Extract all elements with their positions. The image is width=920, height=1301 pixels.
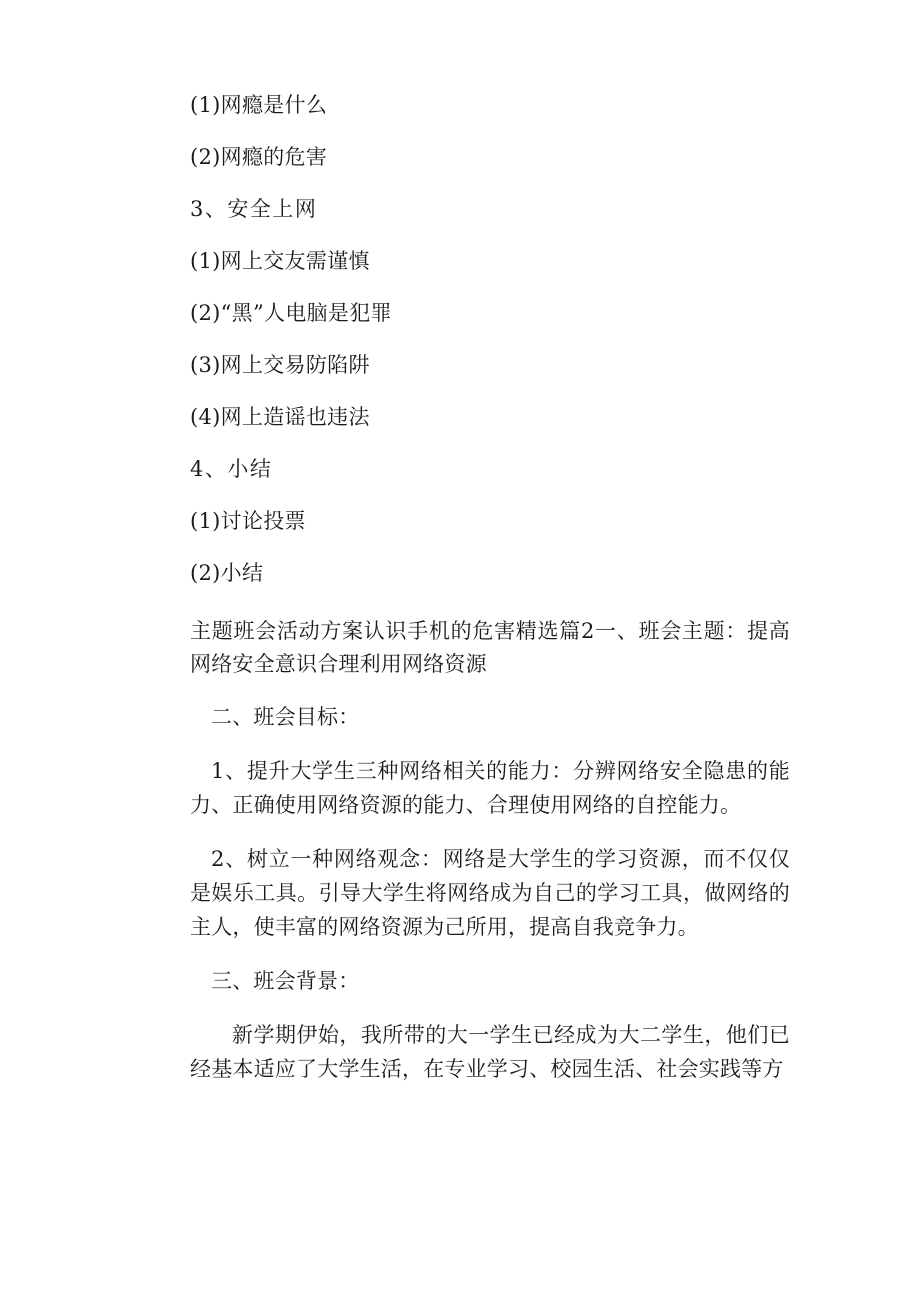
list-item: (1)网瘾是什么 <box>190 93 328 117</box>
list-item: (2)网瘾的危害 <box>190 145 328 169</box>
list-item: (2)小结 <box>190 561 264 585</box>
paragraph: 三、班会背景： <box>211 969 360 994</box>
paragraph-title: 主题班会活动方案认识手机的危害精选篇2一、班会主题：提高网络安全意识合理利用网络资源 <box>190 619 790 676</box>
section-heading: 3、安全上网 <box>190 197 318 221</box>
list-item: (1)网上交友需谨慎 <box>190 249 370 273</box>
list-item: (1)讨论投票 <box>190 509 306 533</box>
list-item: (2)“黑”人电脑是犯罪 <box>190 301 392 325</box>
paragraph: 二、班会目标： <box>211 705 360 730</box>
list-item: (4)网上造谣也违法 <box>190 405 370 429</box>
paragraph: 2、树立一种网络观念：网络是大学生的学习资源，而不仅仅是娱乐工具。引导大学生将网络成为自己的学习工具，做网络的主人，使丰富的网络资源为己所用，提高自我竞争力。 <box>190 847 790 940</box>
section-heading: 4、小结 <box>190 457 273 481</box>
list-item: (3)网上交易防陷阱 <box>190 353 370 377</box>
document-body <box>190 95 790 1086</box>
paragraph: 新学期伊始，我所带的大一学生已经成为大二学生，他们已经基本适应了大学生活，在专业学习、校园生活、社会实践等方 <box>190 1023 790 1082</box>
paragraph: 1、提升大学生三种网络相关的能力：分辨网络安全隐患的能力、正确使用网络资源的能力、合理使用网络的自控能力。 <box>190 759 790 818</box>
